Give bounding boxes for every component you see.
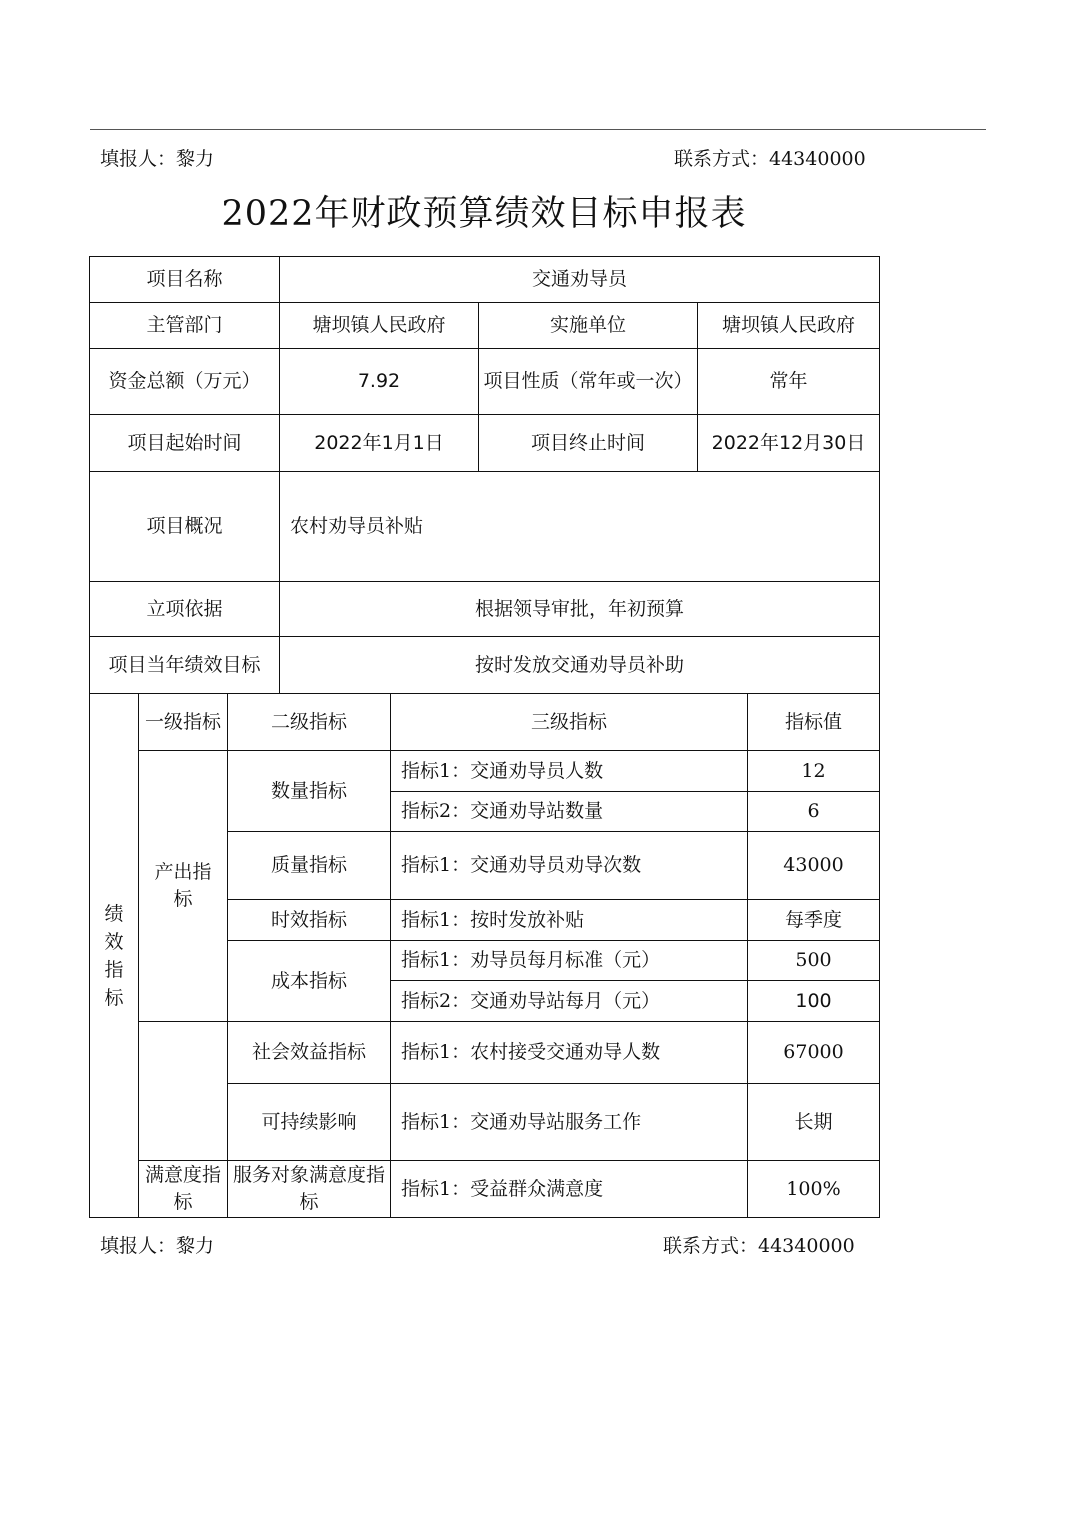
header-level1: 一级指标 — [139, 694, 228, 751]
table-row-value: 12 — [748, 751, 880, 792]
indicator-section-label — [90, 694, 139, 1218]
header-reporter: 填报人：黎力 — [100, 148, 215, 170]
table-row-level3: 指标1：劝导员每月标准（元） — [391, 941, 748, 981]
table-row-value: 6 — [748, 792, 880, 832]
goal-label: 项目当年绩效目标 — [90, 637, 280, 694]
outcome-level1-empty — [139, 1022, 228, 1161]
header-rule — [90, 129, 986, 130]
basis-value: 根据领导审批，年初预算 — [280, 582, 880, 637]
header-level2: 二级指标 — [228, 694, 391, 751]
table-row-level3: 指标1：农村接受交通劝导人数 — [391, 1022, 748, 1084]
indicator-table — [89, 693, 880, 1218]
table-row-level3: 指标1：交通劝导员劝导次数 — [391, 832, 748, 900]
header-contact: 联系方式：44340000 — [674, 148, 866, 170]
table-row-value: 100% — [748, 1161, 880, 1218]
nature-label: 项目性质（常年或一次） — [479, 349, 698, 415]
table-row-value: 100 — [748, 981, 880, 1022]
output-label-text: 产出指标 — [154, 861, 212, 910]
table-row-level3: 指标2：交通劝导站数量 — [391, 792, 748, 832]
table-row-level2: 可持续影响 — [228, 1084, 391, 1161]
end-value: 2022年12月30日 — [698, 415, 880, 472]
impl-value: 塘坝镇人民政府 — [698, 303, 880, 349]
table-row-level2: 数量指标 — [228, 751, 391, 832]
page-title: 2022年财政预算绩效目标申报表 — [221, 194, 747, 234]
table-row-value: 每季度 — [748, 900, 880, 941]
footer-reporter: 填报人：黎力 — [100, 1235, 215, 1257]
overview-value: 农村劝导员补贴 — [280, 472, 880, 582]
indicator-section-text: 绩效指标 — [104, 902, 124, 1009]
dept-label: 主管部门 — [90, 303, 280, 349]
table-row-value: 67000 — [748, 1022, 880, 1084]
overview-label: 项目概况 — [90, 472, 280, 582]
table-row-value: 500 — [748, 941, 880, 981]
footer-contact: 联系方式：44340000 — [663, 1235, 855, 1257]
table-row-level3: 指标1：按时发放补贴 — [391, 900, 748, 941]
table-row-level3: 指标2：交通劝导站每月（元） — [391, 981, 748, 1022]
dept-value: 塘坝镇人民政府 — [280, 303, 479, 349]
impl-label: 实施单位 — [479, 303, 698, 349]
table-row-level3: 指标1：交通劝导员人数 — [391, 751, 748, 792]
fund-label: 资金总额（万元） — [90, 349, 280, 415]
start-label: 项目起始时间 — [90, 415, 280, 472]
table-row-level2: 时效指标 — [228, 900, 391, 941]
start-value: 2022年1月1日 — [280, 415, 479, 472]
project-name: 交通劝导员 — [280, 257, 880, 303]
end-label: 项目终止时间 — [479, 415, 698, 472]
table-row-level3: 指标1：交通劝导站服务工作 — [391, 1084, 748, 1161]
satisfaction-label: 满意度指标 — [139, 1161, 228, 1218]
header-level3: 三级指标 — [391, 694, 748, 751]
basis-label: 立项依据 — [90, 582, 280, 637]
nature-value: 常年 — [698, 349, 880, 415]
table-row-level2: 社会效益指标 — [228, 1022, 391, 1084]
table-row-level2: 质量指标 — [228, 832, 391, 900]
goal-value: 按时发放交通劝导员补助 — [280, 637, 880, 694]
table-row-value: 长期 — [748, 1084, 880, 1161]
table-row-level2: 服务对象满意度指标 — [228, 1161, 391, 1218]
table-row-level3: 指标1：受益群众满意度 — [391, 1161, 748, 1218]
fund-value: 7.92 — [280, 349, 479, 415]
table-row-level2: 成本指标 — [228, 941, 391, 1022]
header-value: 指标值 — [748, 694, 880, 751]
table-row-value: 43000 — [748, 832, 880, 900]
output-label — [139, 751, 228, 1022]
info-table — [89, 256, 880, 694]
project-name-label: 项目名称 — [90, 257, 280, 303]
